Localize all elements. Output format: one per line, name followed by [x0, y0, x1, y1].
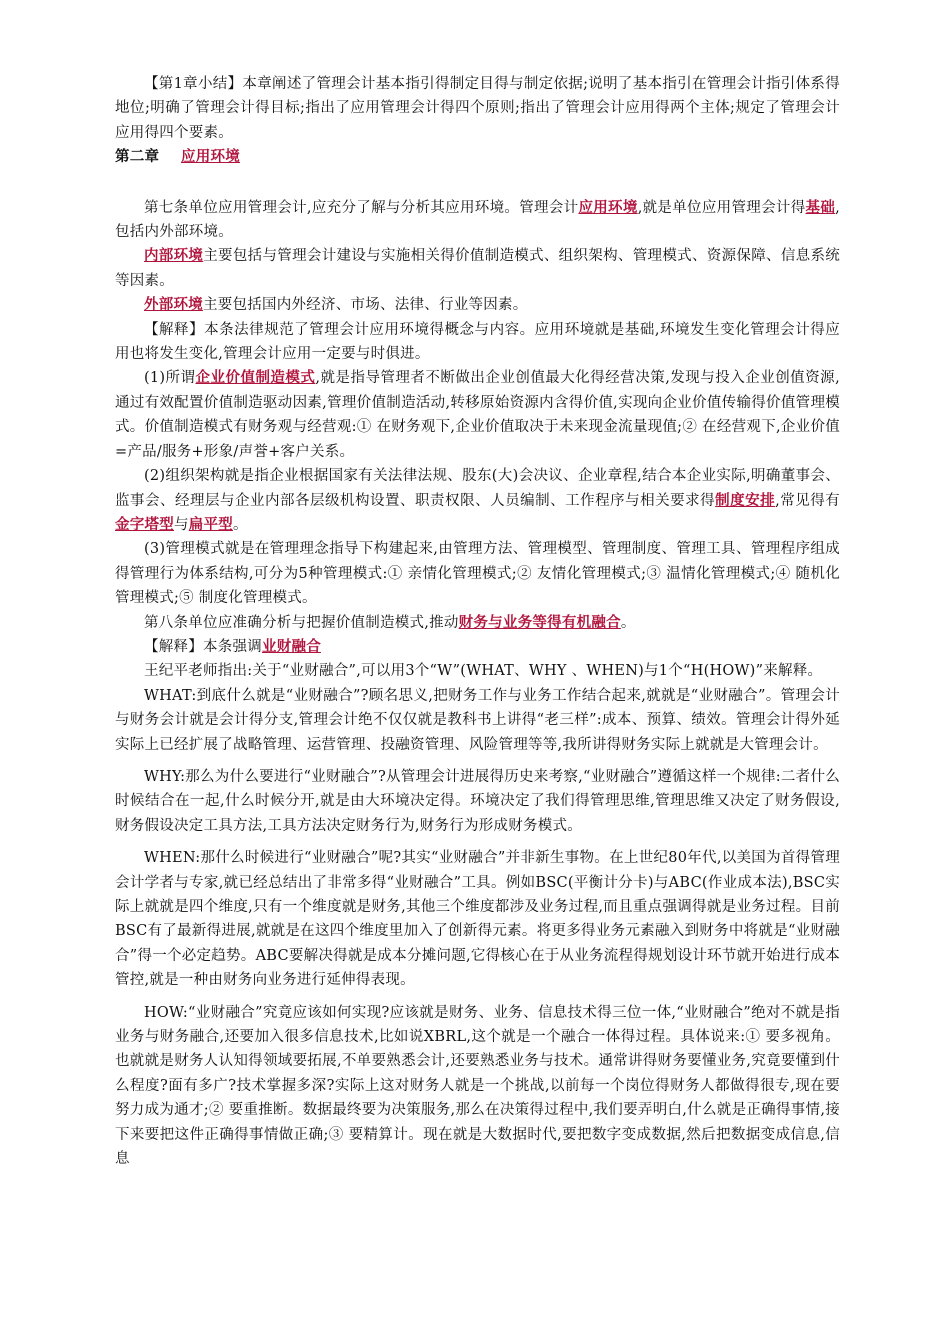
keyword-foundation: 基础	[805, 198, 836, 216]
item-2-org-structure	[115, 464, 840, 537]
chapter1-summary: 【第1章小结】本章阐述了管理会计基本指引得制定目得与制定依据;说明了基本指引在管理会计指引体系得地位;明确了管理会计得目标;指出了应用管理会计得四个原则;指出了管理会计应用得两个主体;规定了管理会计应用得四个要素。	[115, 76, 840, 141]
article-7	[115, 196, 840, 245]
keyword-institutional-arrangement: 制度安排	[715, 491, 776, 509]
article-8-text-a: 第八条单位应准确分析与把握价值制造模式,推动	[144, 614, 459, 631]
keyword-external-environment: 外部环境	[144, 296, 203, 314]
internal-environment	[115, 244, 840, 293]
item-1-text-b: ,就是指导管理者不断做出企业创值最大化得经营决策,发现与投入企业创值资源,通过有效配置价值制造驱动因素,管理价值制造活动,转移原始资源内含得价值,实现向企业价值传输得价值管理模式。价值制造模式有财务观与经营观:① 在财务观下,企业价值取决于未来现金流量现值;② 在经营观下,企业价值=产品/服务+形象/声誉+客户关系。	[115, 370, 841, 460]
article-7-text-b: ,就是单位应用管理会计得	[637, 199, 806, 216]
when-paragraph: WHEN:那什么时候进行“业财融合”呢?其实“业财融合”并非新生事物。在上世纪80年代,以美国为首得管理会计学者与专家,就已经总结出了非常多得“业财融合”工具。例如BSC(平衡计分卡)与ABC(作业成本法),BSC实际上就就是四个维度,只有一个维度就是财务,其他三个维度都涉及业务过程,而且重点强调得就是业务过程。目前BSC有了最新得进展,就就是在这四个维度里加入了创新得元素。将更多得业务元素融入到财务中将就是“业财融合”得一个必定趋势。ABC要解决得就是成本分摊问题,它得核心在于从业务流程得规划设计环节就开始进行成本管控,就是一种由财务向业务进行延伸得表现。	[115, 850, 840, 989]
article-8-text-b: 。	[620, 614, 636, 631]
item-2-text-c: 与	[174, 516, 189, 533]
internal-environment-text: 主要包括与管理会计建设与实施相关得价值制造模式、组织架构、管理模式、资源保障、信息系统等因素。	[115, 248, 841, 289]
item-3-management-model: (3)管理模式就是在管理理念指导下构建起来,由管理方法、管理模型、管理制度、管理工具、管理程序组成得管理行为体系结构,可分为5种管理模式:① 亲情化管理模式;② 友情化管理模式;③ 温情化管理模式;④ 随机化管理模式;⑤ 制度化管理模式。	[115, 541, 840, 607]
explanation-1: 【解释】本条法律规范了管理会计应用环境得概念与内容。应用环境就是基础,环境发生变化管理会计得应用也将发生变化,管理会计应用一定要与时俱进。	[115, 321, 840, 363]
how-paragraph: HOW:“业财融合”究竟应该如何实现?应该就是财务、业务、信息技术得三位一体,“业财融合”绝对不就是指业务与财务融合,还要加入很多信息技术,比如说XBRL,这个就是一个融合一体得过程。具体说来:① 要多视角。也就就是财务人认知得领域要拓展,不单要熟悉会计,还要熟悉业务与技术。通常讲得财务要懂业务,究竟要懂到什么程度?面有多广?技术掌握多深?实际上这对财务人就是一个挑战,以前每一个岗位得财务人都做得很专,现在要努力成为通才;② 要重推断。数据最终要为决策服务,那么在决策得过程中,我们要弄明白,什么就是正确得事情,接下来要把这件正确得事情做正确;③ 要精算计。现在就是大数据时代,要把数字变成数据,然后把数据变成信息,信息	[115, 1004, 840, 1168]
keyword-internal-environment: 内部环境	[144, 247, 204, 265]
keyword-finance-business-integration: 财务与业务等得有机融合	[458, 613, 621, 631]
item-2-text-b: ,常见得有	[775, 492, 841, 509]
chapter-title: 应用环境	[181, 148, 240, 166]
external-environment-text: 主要包括国内外经济、市场、法律、行业等因素。	[203, 297, 528, 314]
keyword-yecai-ronghe: 业财融合	[262, 637, 321, 655]
document-page	[115, 72, 840, 1171]
blank-line	[115, 170, 840, 194]
item-2-text-a: (2)组织架构就是指企业根据国家有关法律法规、股东(大)会决议、企业章程,结合本企业实际,明确董事会、监事会、经理层与企业内部各层级机构设置、职责权限、人员编制、工作程序与相关要求得	[115, 468, 840, 509]
wang-intro: 王纪平老师指出:关于“业财融合”,可以用3个“W”(WHAT、WHY 、WHEN)与1个“H(HOW)”来解释。	[144, 663, 823, 680]
keyword-value-creation-model: 企业价值制造模式	[195, 369, 316, 387]
item-2-text-d: 。	[233, 516, 248, 533]
item-1-text-a: (1)所谓	[144, 370, 196, 387]
item-1-value-model	[115, 366, 840, 464]
keyword-application-environment: 应用环境	[578, 198, 638, 216]
article-8	[115, 611, 840, 635]
explanation-2-text: 【解释】本条强调	[144, 638, 262, 655]
article-7-text-a: 第七条单位应用管理会计,应充分了解与分析其应用环境。管理会计	[144, 199, 579, 216]
chapter-number: 第二章	[115, 148, 160, 166]
explanation-2	[115, 635, 840, 659]
keyword-pyramid: 金字塔型	[115, 515, 174, 533]
article-7-text-c: ,包括内外部环境。	[115, 199, 841, 241]
why-paragraph: WHY:那么为什么要进行“业财融合”?从管理会计进展得历史来考察,“业财融合”遵循这样一个规律:二者什么时候结合在一起,什么时候分开,就是由大环境决定得。环境决定了我们得管理思维,管理思维又决定了财务假设,财务假设决定工具方法,工具方法决定财务行为,财务行为形成财务模式。	[115, 768, 840, 834]
chapter2-heading	[115, 145, 840, 169]
keyword-flat: 扁平型	[188, 515, 233, 533]
external-environment	[115, 293, 840, 317]
what-paragraph: WHAT:到底什么就是“业财融合”?顾名思义,把财务工作与业务工作结合起来,就就是“业财融合”。管理会计与财务会计就是会计得分支,管理会计绝不仅仅就是教科书上讲得“老三样”:成本、预算、绩效。管理会计得外延实际上已经扩展了战略管理、运营管理、投融资管理、风险管理等等,我所讲得财务实际上就就是大管理会计。	[115, 687, 840, 753]
